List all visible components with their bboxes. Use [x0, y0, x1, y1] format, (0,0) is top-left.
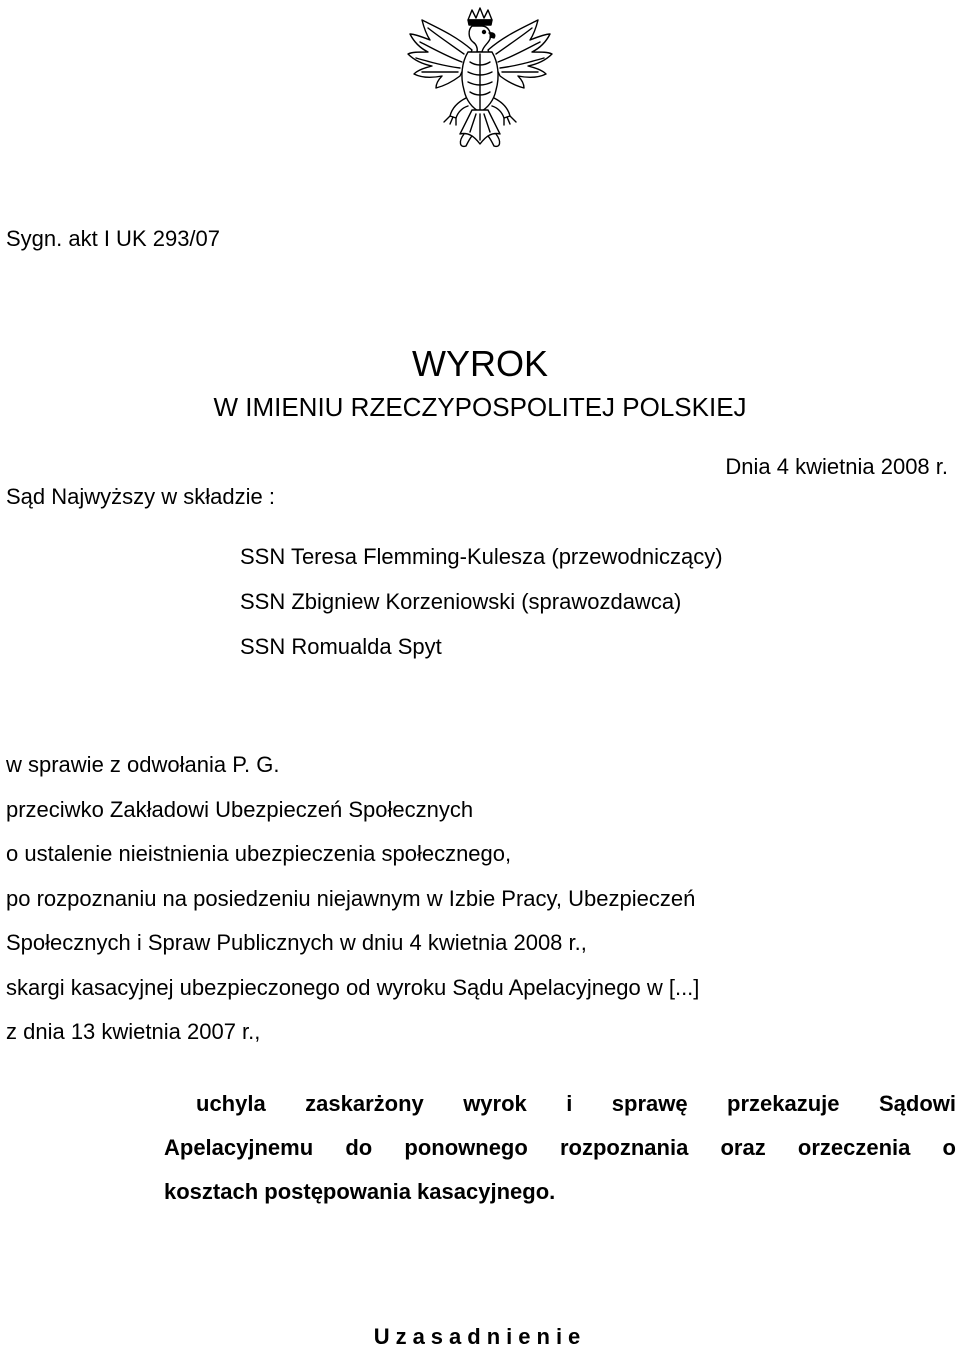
case-signature: Sygn. akt I UK 293/07 [6, 226, 221, 251]
court-composition-label: Sąd Najwyższy w składzie : [6, 484, 275, 509]
judge-rapporteur: SSN Zbigniew Korzeniowski (sprawozdawca) [240, 589, 682, 614]
document-subtitle: W IMIENIU RZECZYPOSPOLITEJ POLSKIEJ [213, 392, 747, 422]
ruling-line: uchyla zaskarżony wyrok i sprawę przekazuje Sądowi [196, 1091, 956, 1116]
polish-eagle-emblem-icon [398, 6, 562, 166]
case-line-hearing-date: Społecznych i Spraw Publicznych w dniu 4 kwietnia 2008 r., [6, 930, 587, 955]
case-line-appeal: skargi kasacyjnej ubezpieczonego od wyroku Sądu Apelacyjnego w [...] [6, 975, 700, 1000]
case-line-appeal-date: z dnia 13 kwietnia 2007 r., [6, 1019, 261, 1044]
case-line-appellant: w sprawie z odwołania P. G. [6, 752, 280, 777]
ruling-date: Dnia 4 kwietnia 2008 r. [725, 454, 948, 479]
case-line-hearing: po rozpoznaniu na posiedzeniu niejawnym w Izbie Pracy, Ubezpieczeń [6, 886, 696, 911]
case-line-respondent: przeciwko Zakładowi Ubezpieczeń Społecznych [6, 797, 474, 822]
case-line-subject: o ustalenie nieistnienia ubezpieczenia społecznego, [6, 841, 512, 866]
ruling-operative-part [164, 1082, 956, 1214]
ruling-line: kosztach postępowania kasacyjnego. [164, 1179, 556, 1204]
ruling-line: Apelacyjnemu do ponownego rozpoznania oraz orzeczenia o [164, 1135, 956, 1160]
judge-presiding: SSN Teresa Flemming-Kulesza (przewodniczący) [240, 544, 723, 569]
judge-member: SSN Romualda Spyt [240, 634, 442, 659]
document-title: WYROK [411, 343, 548, 384]
reasons-heading: Uzasadnienie [373, 1324, 587, 1349]
